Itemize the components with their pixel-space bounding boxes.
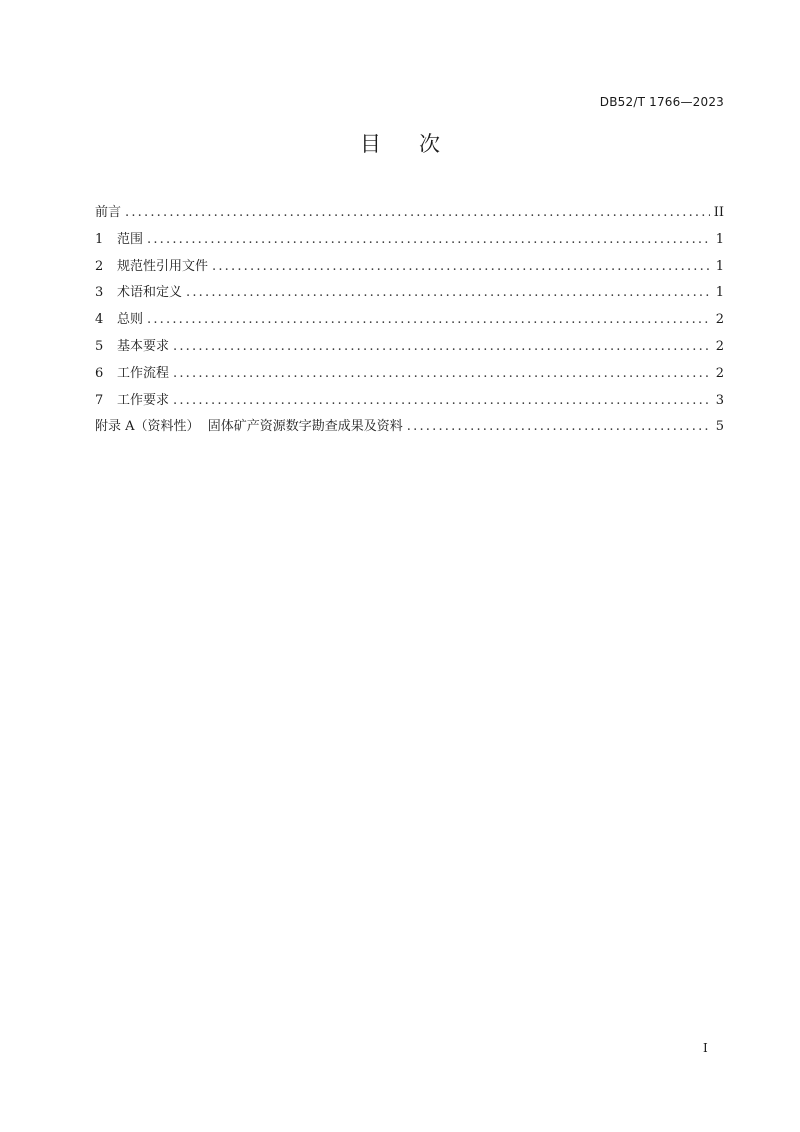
toc-entry-label: 工作要求 (117, 392, 170, 408)
document-code: DB52/T 1766—2023 (599, 95, 724, 109)
table-of-contents (95, 201, 724, 442)
toc-entry-normative-references[interactable] (95, 255, 724, 282)
toc-entry-terms[interactable] (95, 281, 724, 308)
toc-leader-dots (407, 419, 710, 434)
toc-entry-page: 1 (715, 258, 724, 274)
toc-entry-foreword[interactable] (95, 201, 724, 228)
toc-entry-label: 范围 (117, 231, 144, 247)
toc-entry-label: 前言 (95, 205, 122, 220)
toc-entry-page: 3 (715, 392, 724, 408)
page-number: I (703, 1041, 708, 1055)
toc-leader-dots (147, 232, 710, 247)
toc-entry-workflow[interactable] (95, 362, 724, 389)
toc-entry-label: 工作流程 (117, 365, 170, 381)
toc-entry-number: 4 (95, 312, 104, 328)
toc-entry-number: 5 (95, 338, 104, 354)
toc-leader-dots (173, 393, 710, 408)
toc-entry-general[interactable] (95, 308, 724, 335)
toc-entry-number: 3 (95, 285, 104, 301)
toc-entry-page: 1 (715, 231, 724, 247)
toc-leader-dots (173, 366, 710, 381)
toc-entry-label: 术语和定义 (117, 285, 183, 301)
toc-entry-number: 2 (95, 258, 104, 274)
toc-leader-dots (212, 259, 710, 274)
toc-entry-page: 2 (715, 338, 724, 354)
toc-entry-label: 附录 A（资料性） 固体矿产资源数字勘查成果及资料 (95, 419, 403, 435)
toc-leader-dots (173, 339, 710, 354)
toc-entry-label: 规范性引用文件 (117, 258, 209, 274)
toc-entry-page: 1 (715, 285, 724, 301)
toc-entry-label: 基本要求 (117, 338, 170, 354)
toc-entry-label: 总则 (117, 312, 144, 328)
toc-entry-page: 2 (715, 365, 724, 381)
toc-entry-page: 5 (715, 419, 724, 435)
toc-leader-dots (186, 285, 710, 300)
title-char-1: 目 (360, 132, 381, 156)
toc-entry-number: 1 (95, 231, 104, 247)
page-title (0, 128, 800, 158)
toc-entry-basic-requirements[interactable] (95, 335, 724, 362)
toc-entry-scope[interactable] (95, 228, 724, 255)
title-char-2: 次 (419, 132, 440, 156)
toc-entry-page: 2 (715, 312, 724, 328)
toc-leader-dots (147, 312, 710, 327)
toc-entry-number: 7 (95, 392, 104, 408)
toc-leader-dots (125, 205, 710, 220)
toc-entry-work-requirements[interactable] (95, 389, 724, 416)
toc-entry-number: 6 (95, 365, 104, 381)
toc-entry-page: II (713, 205, 724, 220)
toc-entry-appendix-a[interactable] (95, 415, 724, 442)
